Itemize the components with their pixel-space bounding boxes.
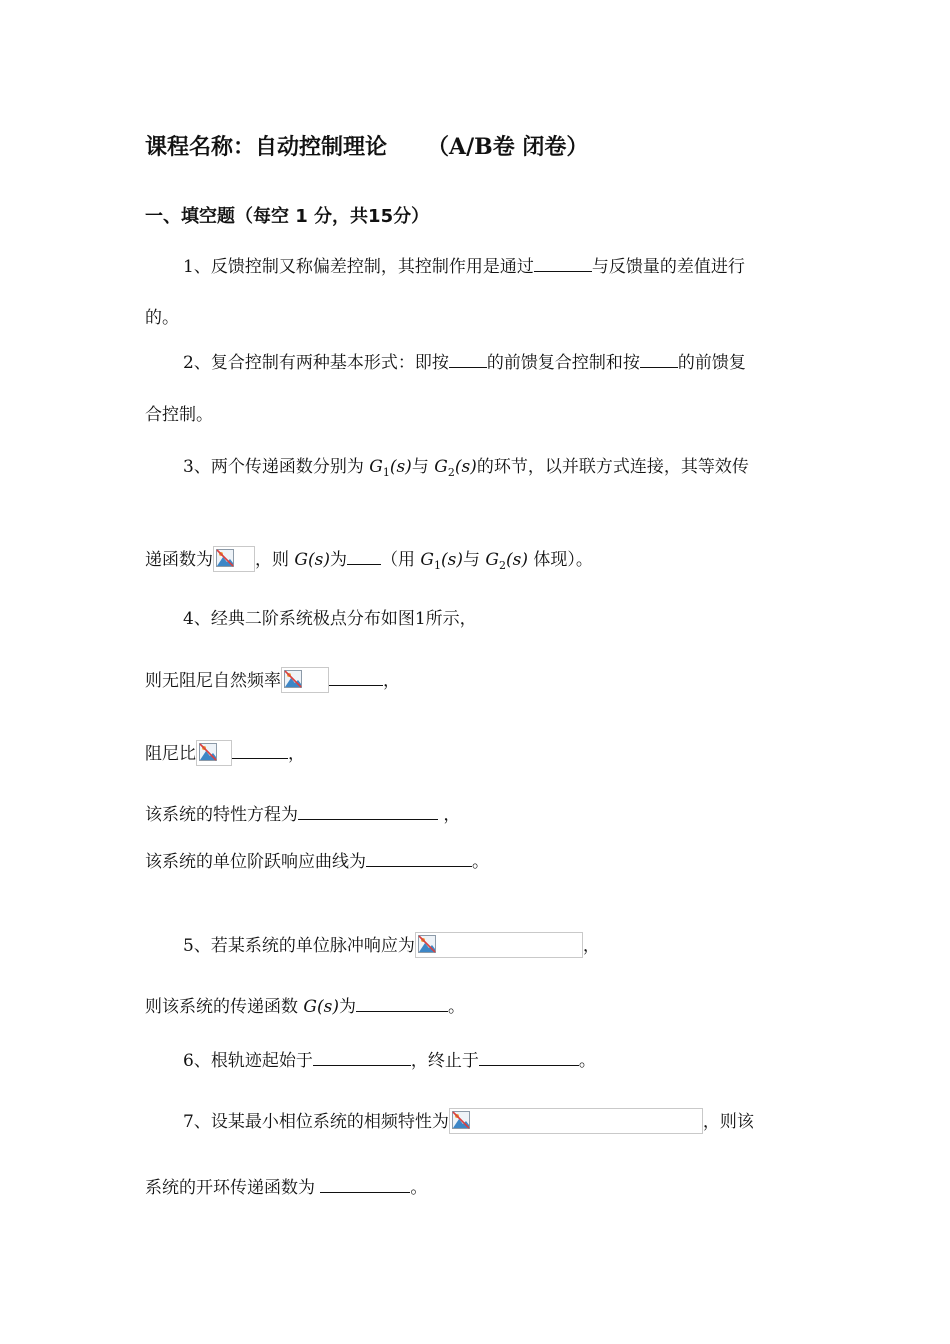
page-title <box>145 135 588 159</box>
broken-image-icon <box>452 1111 470 1129</box>
question-7-line-1: 7、设某最小相位系统的相频特性为 ，则该 <box>183 1108 754 1134</box>
question-6: 6、根轨迹起始于 ，终止于 。 <box>183 1048 596 1073</box>
question-3-line-1: 3、两个传递函数分别为 $G_1(s)$与 $G_2(s)$的环节，以并联方式连接，其等效传 <box>183 457 749 479</box>
broken-image-icon <box>418 935 436 953</box>
answer-blank[interactable] <box>356 994 448 1012</box>
answer-blank[interactable] <box>347 547 381 565</box>
answer-blank[interactable] <box>298 802 438 820</box>
question-4-natural-frequency: 则无阻尼自然频率 ， <box>145 667 400 693</box>
question-4-line-1: 4、经典二阶系统极点分布如图1所示， <box>183 609 477 629</box>
exam-note: （A/B卷 闭卷） <box>427 134 589 160</box>
answer-blank[interactable] <box>640 350 678 368</box>
answer-blank[interactable] <box>313 1048 411 1066</box>
question-4-step-response: 该系统的单位阶跃响应曲线为 。 <box>145 849 489 874</box>
course-name: 课程名称：自动控制理论 <box>145 134 388 160</box>
question-3-line-2: 递函数为 ，则 G(s)为 （用 $G_1(s)$与 $G_2(s)$ 体现）。 <box>145 546 593 572</box>
question-5-line-1: 5、若某系统的单位脉冲响应为 ， <box>183 932 600 958</box>
broken-image-icon <box>216 549 234 567</box>
answer-blank[interactable] <box>449 350 487 368</box>
formula-image <box>213 546 255 572</box>
question-1-line-1: 1、反馈控制又称偏差控制，其控制作用是通过 与反馈量的差值进行 <box>183 254 745 279</box>
section-heading: 一、填空题（每空 1 分，共15分） <box>145 206 430 227</box>
question-4-damping-ratio: 阻尼比 ， <box>145 740 305 766</box>
broken-image-icon <box>199 743 217 761</box>
formula-image <box>281 667 329 693</box>
question-7-line-2: 系统的开环传递函数为 。 <box>145 1175 427 1200</box>
answer-blank[interactable] <box>320 1175 410 1193</box>
answer-blank[interactable] <box>329 668 383 686</box>
question-2-line-1: 2、复合控制有两种基本形式：即按 的前馈复合控制和按 的前馈复 <box>183 350 746 375</box>
answer-blank[interactable] <box>479 1048 579 1066</box>
answer-blank[interactable] <box>232 741 288 759</box>
question-4-char-equation: 该系统的特性方程为 ， <box>145 802 460 827</box>
formula-image <box>449 1108 703 1134</box>
formula-image <box>196 740 232 766</box>
formula-image <box>415 932 583 958</box>
question-5-line-2: 则该系统的传递函数 G(s)为 。 <box>145 994 465 1019</box>
answer-blank[interactable] <box>366 849 472 867</box>
broken-image-icon <box>284 670 302 688</box>
answer-blank[interactable] <box>534 254 592 272</box>
question-2-line-2: 合控制。 <box>145 405 213 425</box>
question-1-line-2: 的。 <box>145 308 179 328</box>
